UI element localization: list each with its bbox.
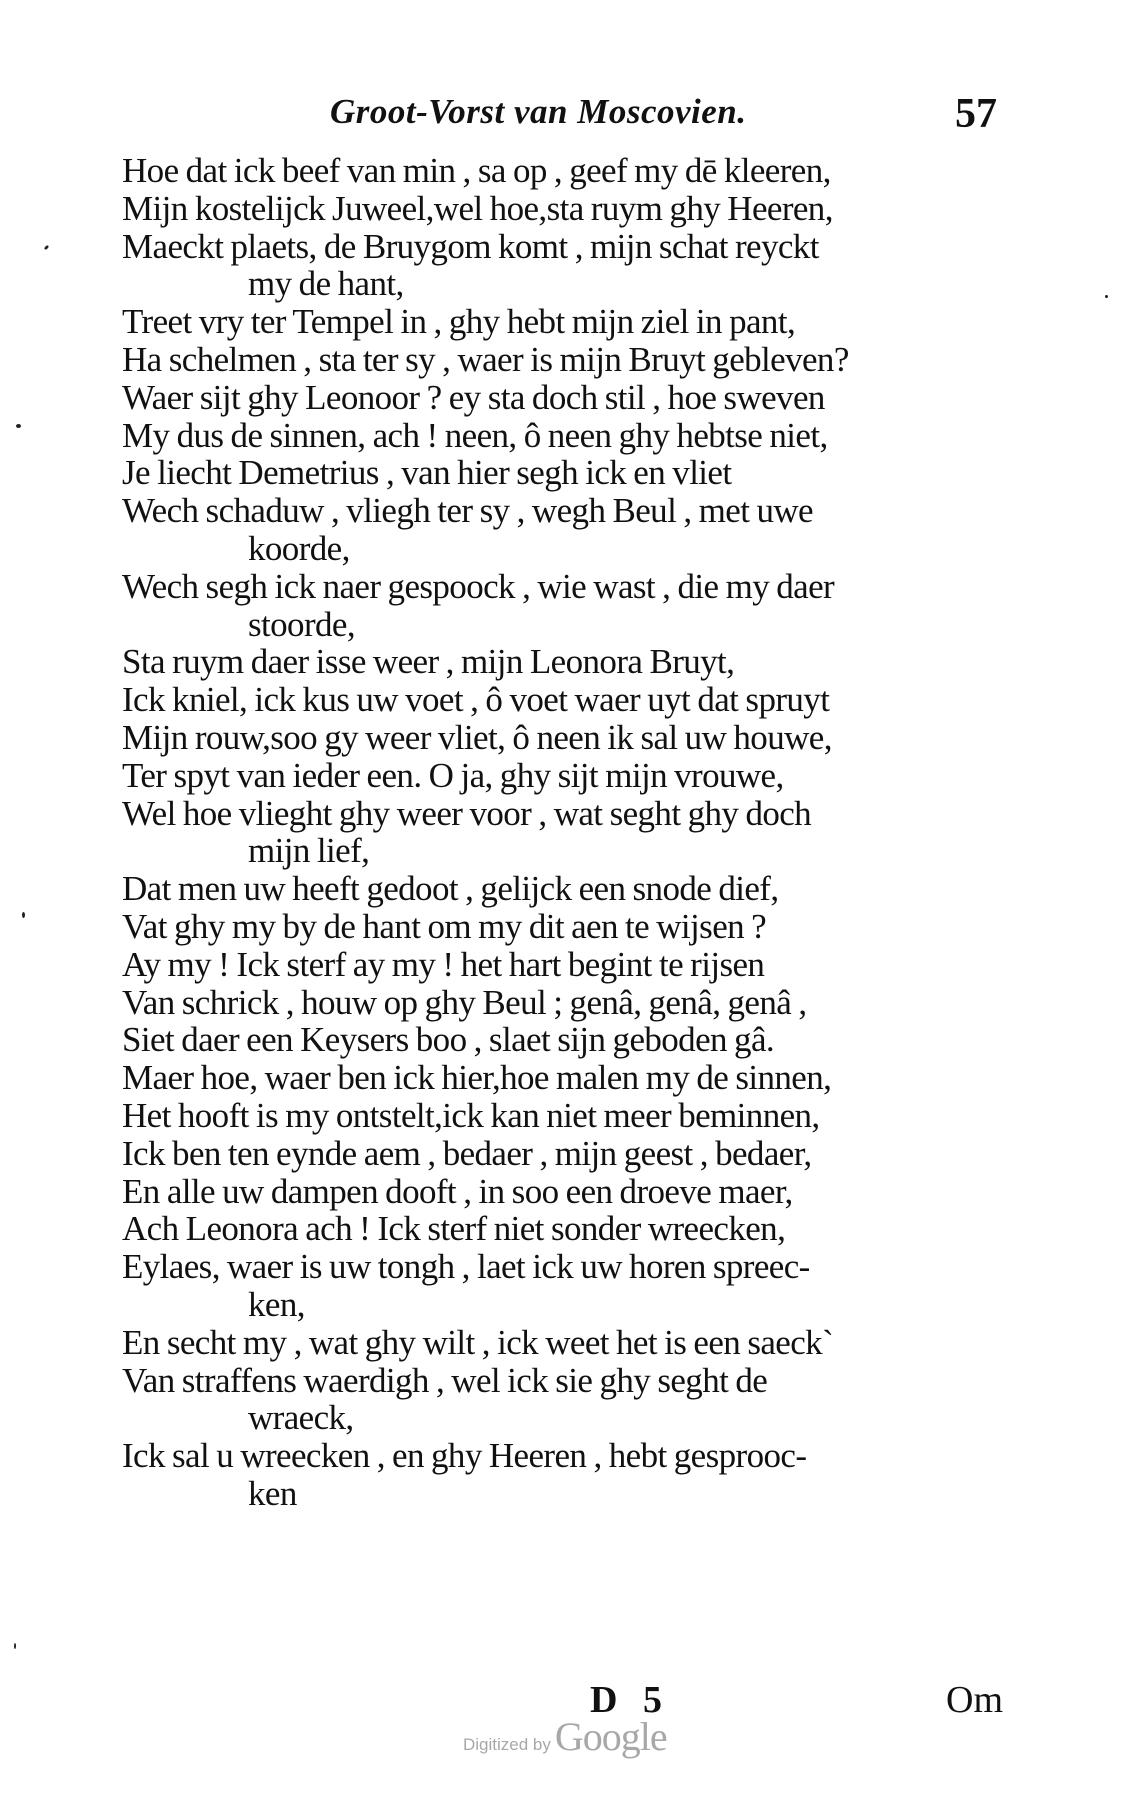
verse-line: Van schrick , houw op ghy Beul ; genâ, genâ, genâ , xyxy=(122,982,807,1022)
verse-line: Wech segh ick naer gespoock , wie wast , die my daer xyxy=(122,566,835,606)
verse-line: Ick ben ten eynde aem , bedaer , mijn geest , bedaer, xyxy=(122,1133,812,1173)
verse-line: En secht my , wat ghy wilt , ick weet het is een saeck` xyxy=(122,1322,834,1362)
verse-line: Je liecht Demetrius , van hier segh ick en vliet xyxy=(122,453,732,493)
verse-line-continuation: wraeck, xyxy=(248,1398,354,1438)
verse-line: Ick kniel, ick kus uw voet , ô voet waer uyt dat spruyt xyxy=(122,680,830,720)
verse-line: Eylaes, waer is uw tongh , laet ick uw horen spreec- xyxy=(122,1247,810,1287)
verse-line-continuation: ken, xyxy=(248,1284,305,1324)
verse-line: Mijn kostelijck Juweel,wel hoe,sta ruym ghy Heeren, xyxy=(122,188,833,228)
catchword: Om xyxy=(946,1679,1003,1721)
scan-speck xyxy=(14,1643,16,1649)
verse-line: En alle uw dampen dooft , in soo een droeve maer, xyxy=(122,1171,793,1211)
verse-line: Mijn rouw,soo gy weer vliet, ô neen ik sal uw houwe, xyxy=(122,717,832,757)
verse-line: Wel hoe vlieght ghy weer voor , wat seght ghy doch xyxy=(122,793,812,833)
digitized-by-watermark xyxy=(463,1713,667,1760)
verse-line: Van straffens waerdigh , wel ick sie ghy seght de xyxy=(122,1360,768,1400)
verse-line: Ach Leonora ach ! Ick sterf niet sonder wreecken, xyxy=(122,1209,786,1249)
verse-line: Hoe dat ick beef van min , sa op , geef my dē kleeren, xyxy=(122,151,831,190)
verse-line: Dat men uw heeft gedoot , gelijck een snode dief, xyxy=(122,869,779,909)
verse-line: Ick sal u wreecken , en ghy Heeren , hebt gesprooc- xyxy=(122,1436,807,1476)
verse-line: Sta ruym daer isse weer , mijn Leonora Bruyt, xyxy=(122,642,735,682)
scan-speck xyxy=(22,912,25,918)
verse-line: Vat ghy my by de hant om my dit aen te wijsen ? xyxy=(122,906,767,946)
verse-line: Waer sijt ghy Leonoor ? ey sta doch stil , hoe sweven xyxy=(122,377,825,417)
page-number: 57 xyxy=(955,91,997,137)
verse-line: Maer hoe, waer ben ick hier,hoe malen my de sinnen, xyxy=(122,1058,832,1098)
scan-speck xyxy=(1105,295,1108,298)
verse-line: Wech schaduw , vliegh ter sy , wegh Beul , met uwe xyxy=(122,491,813,531)
verse-line-continuation: mijn lief, xyxy=(248,831,370,871)
verse-line: Siet daer een Keysers boo , slaet sijn geboden gâ. xyxy=(122,1020,775,1060)
verse-line: Treet vry ter Tempel in , ghy hebt mijn ziel in pant, xyxy=(122,302,796,342)
running-title: Groot-Vorst van Moscovien. xyxy=(330,92,747,131)
watermark-prefix: Digitized by xyxy=(463,1735,551,1754)
verse-line-continuation: koorde, xyxy=(248,528,350,568)
verse-line: Het hooft is my ontstelt,ick kan niet meer beminnen, xyxy=(122,1095,820,1135)
verse-line: Ha schelmen , sta ter sy , waer is mijn Bruyt gebleven? xyxy=(122,339,849,379)
verse-text-block xyxy=(122,152,1022,1513)
google-logo-text: Google xyxy=(554,1714,667,1759)
scan-speck xyxy=(16,424,21,428)
verse-line: Ter spyt van ieder een. O ja, ghy sijt mijn vrouwe, xyxy=(122,755,784,795)
verse-line-continuation: stoorde, xyxy=(248,604,355,644)
verse-line: Ay my ! Ick sterf ay my ! het hart begint te rijsen xyxy=(122,944,765,984)
verse-line: Maeckt plaets, de Bruygom komt , mijn schat reyckt xyxy=(122,226,819,266)
signature-mark: D 5 xyxy=(590,1679,670,1721)
verse-line-continuation: ken xyxy=(248,1473,297,1513)
verse-line-continuation: my de hant, xyxy=(248,264,404,304)
scan-speck xyxy=(44,245,50,251)
verse-line: My dus de sinnen, ach ! neen, ô neen ghy hebtse niet, xyxy=(122,415,828,455)
